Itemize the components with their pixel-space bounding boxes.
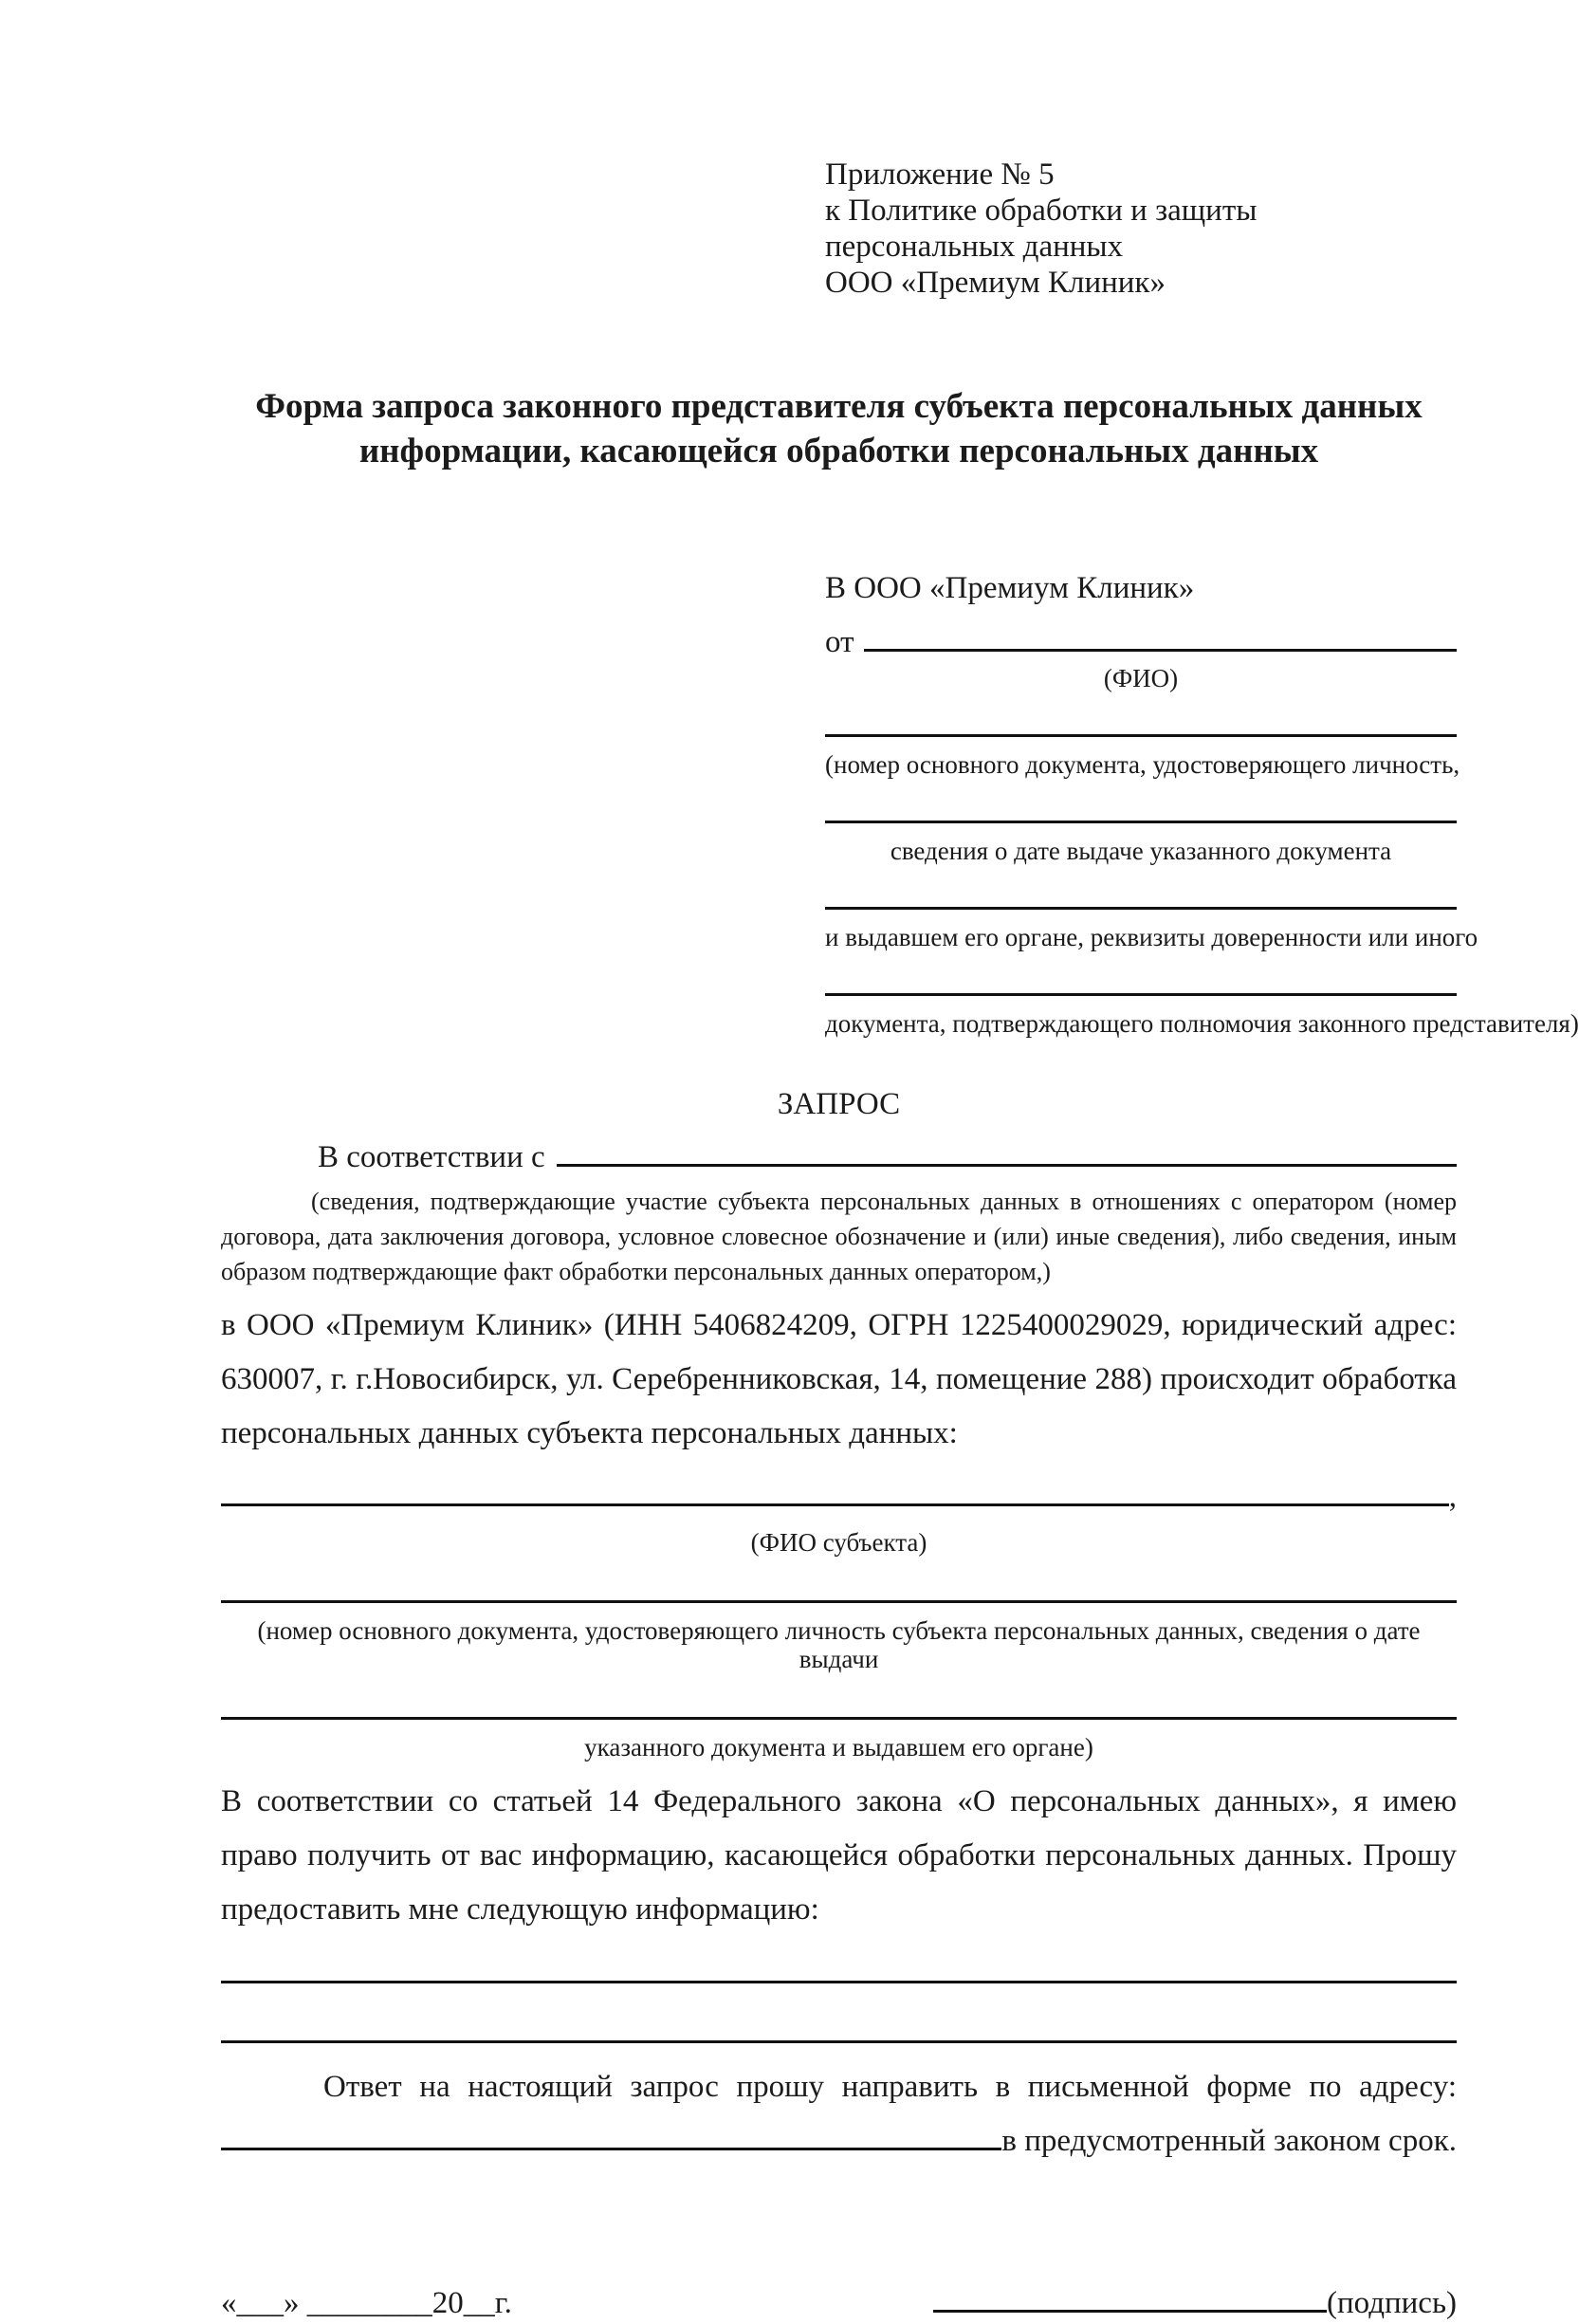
- blank-field-line: [221, 1717, 1457, 1720]
- subject-doc-caption-2: указанного документа и выдавшем его органе): [584, 1733, 1093, 1761]
- from-fio-field-line: [864, 619, 1458, 652]
- document-title: [221, 384, 1457, 473]
- field-caption-4: документа, подтверждающего полномочия законного представителя): [825, 1009, 1579, 1038]
- operator-paragraph: в ООО «Премиум Клиник» (ИНН 5406824209, ОГРН 1225400029029, юридический адрес: 630007, г. г.Новосибирск, ул. Серебренниковская, 14, помещение 288) происходит обработка персональных данных субъекта персональных данных:: [221, 1308, 1457, 1450]
- subject-fio-caption: (ФИО субъекта): [750, 1528, 927, 1557]
- fio-caption: (ФИО): [1103, 664, 1179, 692]
- blank-field-line: [825, 734, 1457, 737]
- field-caption-3: и выдавшем его органе, реквизиты доверенности или иного: [825, 923, 1478, 951]
- address-field-line: [221, 2118, 1001, 2150]
- law-paragraph: В соответствии со статьей 14 Федерального закона «О персональных данных», я имею право получить от вас информацию, касающейся обработки персональных данных. Прошу предоставить мне следующую информацию:: [221, 1784, 1457, 1927]
- blank-field-line: [825, 821, 1457, 823]
- from-row: [825, 619, 1457, 662]
- blank-field-line: [221, 1600, 1457, 1603]
- signature-group: [933, 2280, 1457, 2324]
- date-blank: «___» ________20__г.: [221, 2286, 512, 2320]
- answer-address-row: [221, 2114, 1457, 2168]
- appendix-policy-line: к Политике обработки и защиты: [825, 194, 1258, 228]
- addressee-block: [825, 568, 1579, 1038]
- subject-doc-field-2: [221, 1717, 1457, 1761]
- appendix-org-name: ООО «Премиум Клиник»: [825, 266, 1166, 300]
- representative-doc-field-1: [825, 734, 1460, 779]
- blank-field-line: [221, 2040, 1457, 2043]
- representative-doc-field-4: [825, 993, 1579, 1038]
- addressee-org: В ООО «Премиум Клиник»: [825, 571, 1195, 605]
- subject-doc-caption-1: (номер основного документа, удостоверяющего личность субъекта персональных данных, сведения о дате выдачи: [257, 1616, 1421, 1673]
- accordance-note: (сведения, подтверждающие участие субъекта персональных данных в отношениях с оператором (номер договора, дата заключения договора, условное словесное обозначение и (или) иные сведения), либо сведения, иным образом подтверждающие факт обработки персональных данных оператором,): [221, 1188, 1457, 1285]
- trailing-comma: ,: [1448, 1480, 1457, 1514]
- appendix-number: Приложение № 5: [825, 157, 1055, 192]
- signature-caption: (подпись): [1327, 2286, 1457, 2320]
- document-title-line2: информации, касающейся обработки персональных данных: [358, 432, 1319, 470]
- appendix-policy-line2: персональных данных: [825, 230, 1124, 264]
- from-label: от: [825, 625, 854, 659]
- subject-fio-field-line: [221, 1474, 1449, 1506]
- subject-fio-row: [221, 1474, 1457, 1515]
- accordance-row: [221, 1134, 1457, 1178]
- representative-doc-field-3: [825, 907, 1478, 951]
- blank-field-line: [825, 907, 1457, 910]
- signature-row: [221, 2280, 1457, 2324]
- document-content: [221, 157, 1579, 2324]
- request-heading: ЗАПРОС: [777, 1087, 901, 1121]
- answer-tail-text: в предусмотренный законом срок.: [1001, 2124, 1457, 2158]
- accordance-field-line: [557, 1134, 1457, 1167]
- subject-doc-field-1: [221, 1600, 1457, 1673]
- accordance-label: В соответствии с: [318, 1140, 545, 1174]
- blank-field-line: [825, 993, 1457, 996]
- appendix-header: [825, 157, 1457, 301]
- field-caption-1: (номер основного документа, удостоверяющего личность,: [825, 750, 1460, 779]
- field-caption-2: сведения о дате выдаче указанного документа: [890, 837, 1392, 865]
- representative-doc-field-2: [825, 821, 1457, 865]
- signature-field-line: [933, 2280, 1327, 2313]
- blank-field-line: [221, 1981, 1457, 1983]
- document-title-line1: Форма запроса законного представителя субъекта персональных данных: [255, 387, 1423, 426]
- answer-paragraph: Ответ на настоящий запрос прошу направить в письменной форме по адресу:: [323, 2070, 1457, 2104]
